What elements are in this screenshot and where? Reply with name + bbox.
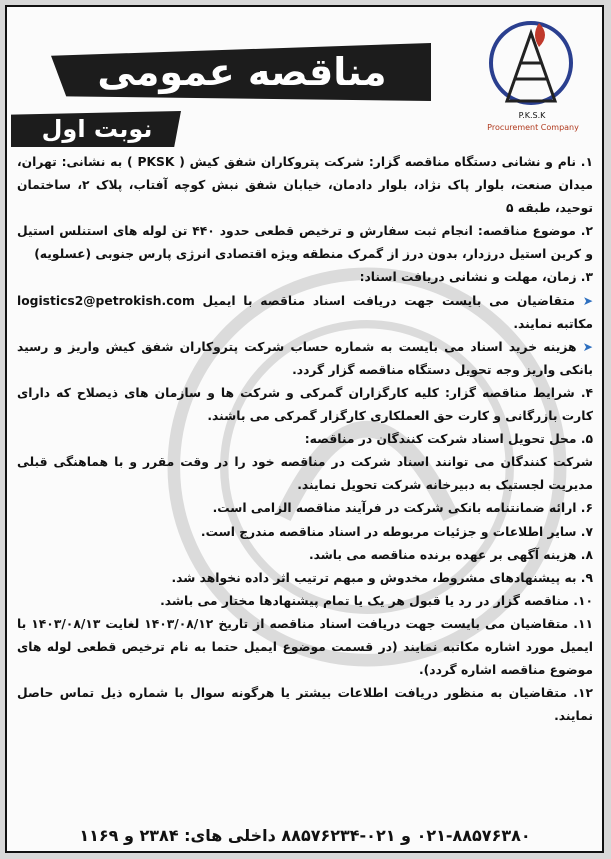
contact-phones: ۰۲۱-۸۸۵۷۶۳۸۰ و ۰۲۱-۸۸۵۷۶۲۳۴ داخلی های: ۲۳۸۴ و ۱۱۶۹ — [79, 826, 531, 845]
item-7: ۷. سایر اطلاعات و جزئیات مربوطه در اسناد مناقصه مندرج است. — [200, 524, 593, 539]
tender-notice — [5, 5, 604, 853]
item-3: ۳. زمان، مهلت و نشانی دریافت اسناد: — [359, 270, 593, 285]
notice-body — [17, 151, 593, 728]
item-5-text: شرکت کنندگان می توانند اسناد شرکت در مناقصه خود را در وقت مقرر و با هماهنگی قبلی مدیریت لجستیک به دبیرخانه شرکت تحویل نمایند. — [17, 455, 593, 493]
item-11: ۱۱. متقاضیان می بایست جهت دریافت اسناد مناقصه از تاریخ ۱۴۰۳/۰۸/۱۲ لغایت ۱۴۰۳/۰۸/۱۳ با ایمیل مورد اشاره مکاتبه نمایند (در قسمت موضوع ایمیل حتما به نام ترخیص قطعی لوله های موضوع مناقصه اشاره گردد). — [17, 616, 593, 678]
email-link[interactable]: logistics2@petrokish.com — [17, 293, 195, 308]
item-3b — [17, 336, 593, 382]
item-3a-text: متقاضیان می بایست جهت دریافت اسناد مناقصه با ایمیل — [202, 293, 575, 308]
logo-name: P.K.S.K — [518, 111, 546, 120]
notice-title: مناقصه عمومی — [97, 50, 387, 94]
notice-header — [7, 7, 602, 151]
item-3a-tail: مکاتبه نمایند. — [513, 316, 593, 331]
item-2: ۲. موضوع مناقصه: انجام ثبت سفارش و ترخیص قطعی حدود ۴۴۰ تن لوله های استنلس استیل و کربن استیل درزدار، بدون درز از گمرک منطقه ویژه اقتصادی انرژی پارس جنوبی (عسلویه) — [17, 224, 593, 262]
item-4 — [17, 382, 593, 428]
item-3b-text: هزینه خرید اسناد می بایست به شماره حساب شرکت پتروکاران شفق کیش واریز و رسید بانکی واریز وجه تحویل دستگاه مناقصه گزار گردد. — [17, 339, 593, 377]
logo-subtitle: Procurement Company — [487, 123, 579, 132]
item-9: ۹. به پیشنهادهای مشروط، مخدوش و مبهم ترتیب اثر داده نخواهد شد. — [171, 570, 593, 585]
item-6: ۶. ارائه ضمانتنامه بانکی شرکت در فرآیند مناقصه الزامی است. — [212, 501, 593, 516]
item-4-heading: ۴. شرایط مناقصه گزار: — [444, 385, 594, 400]
notice-subtitle: نوبت اول — [41, 115, 153, 143]
item-10: ۱۰. مناقصه گزار در رد یا قبول هر یک یا تمام پیشنهادها مختار می باشد. — [160, 593, 593, 608]
item-12: ۱۲. متقاضیان به منظور دریافت اطلاعات بیشتر یا هرگونه سوال با شماره ذیل تماس حاصل نمایند. — [17, 686, 593, 724]
pksk-logo-icon — [477, 13, 585, 141]
item-1: ۱. نام و نشانی دستگاه مناقصه گزار: شرکت پتروکاران شفق کیش ( PKSK ) به نشانی: تهران، میدان صنعت، بلوار پاک نژاد، بلوار دادمان، خیابان شفق نبش کوچه آفتاب، پلاک ۲، ساختمان توحید، طبقه ۵ — [17, 155, 594, 216]
bullet-icon: ➤ — [574, 293, 594, 308]
item-4-text: کلیه کارگزاران گمرکی و شرکت ها و سازمان های ذیصلاح که دارای کارت بازرگانی و کارت حق العملکاری کارگزار گمرکی می باشند. — [17, 385, 593, 424]
bullet-icon: ➤ — [576, 339, 593, 354]
item-8: ۸. هزینه آگهی بر عهده برنده مناقصه می باشد. — [308, 547, 593, 562]
item-3a — [17, 290, 593, 336]
item-5: ۵. محل تحویل اسناد شرکت کنندگان در مناقصه: — [304, 432, 593, 447]
